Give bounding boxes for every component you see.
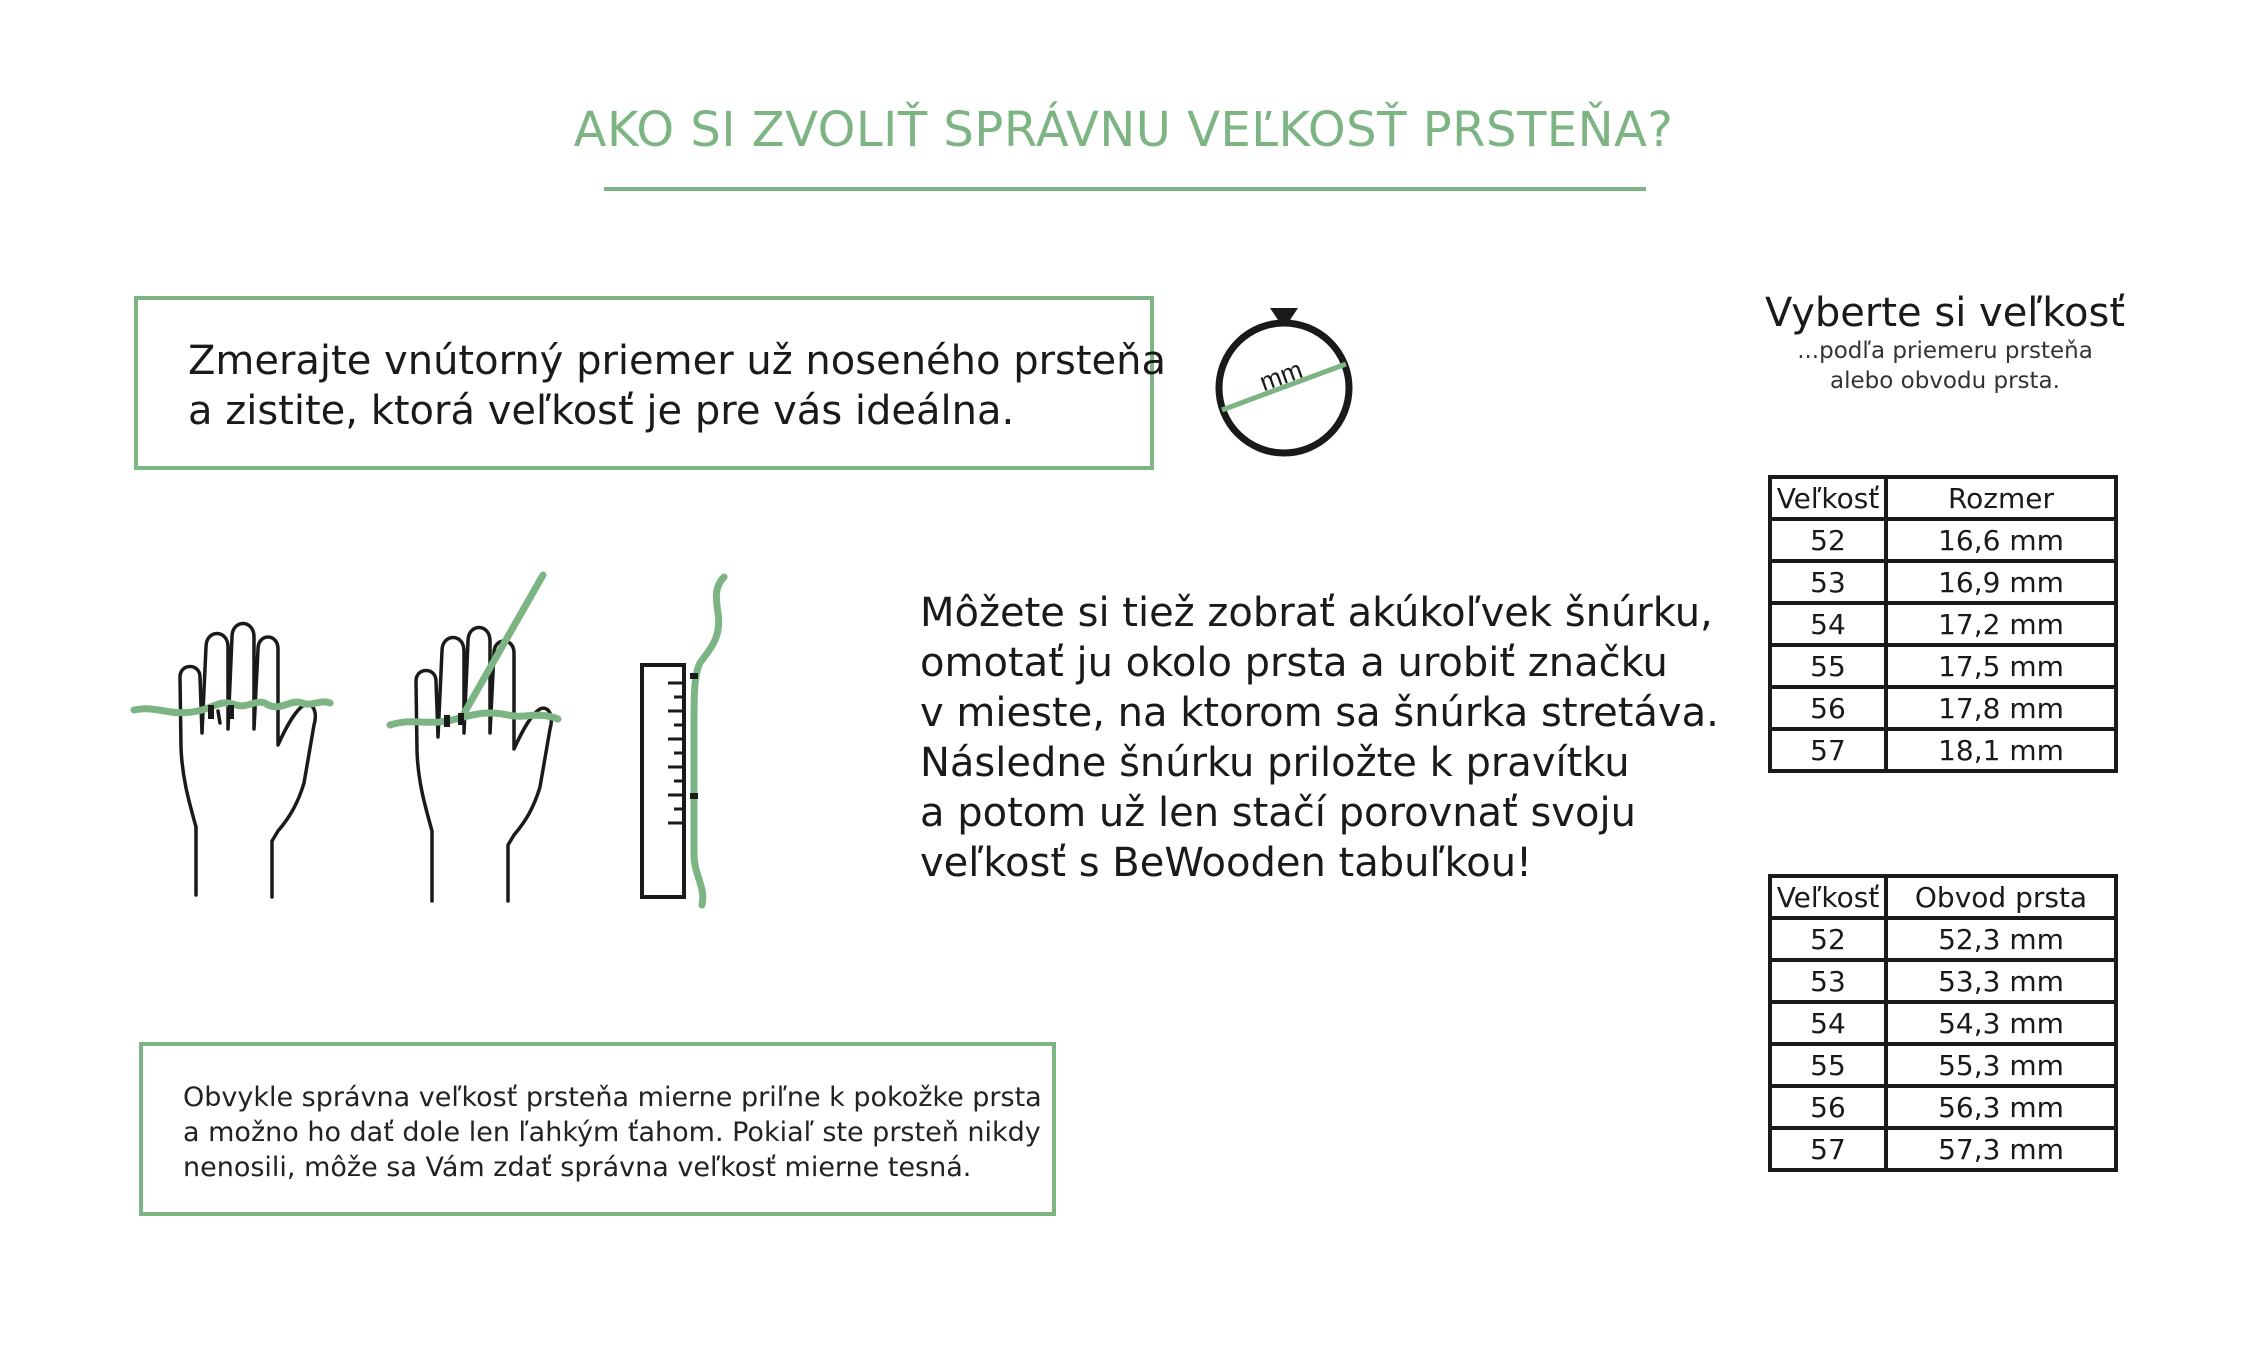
circumference-cell: 53,3 mm (1886, 960, 2116, 1002)
diameter-cell: 16,6 mm (1886, 519, 2116, 561)
table-row (1770, 1044, 2116, 1086)
instruction-line: veľkosť s BeWooden tabuľkou! (920, 840, 1533, 886)
size-cell: 56 (1770, 1086, 1886, 1128)
measure-info-line: Zmerajte vnútorný priemer už noseného prsteňa (188, 338, 1167, 384)
size-cell: 56 (1770, 687, 1886, 729)
page-title: AKO SI ZVOLIŤ SPRÁVNU VEĽKOSŤ PRSTEŇA? (573, 102, 1674, 158)
diameter-cell: 16,9 mm (1886, 561, 2116, 603)
size-selector-title: Vyberte si veľkosť (1764, 290, 2126, 336)
size-cell: 55 (1770, 1044, 1886, 1086)
fit-note-line: nenosili, môže sa Vám zdať správna veľkosť mierne tesná. (183, 1152, 972, 1183)
table-header-row (1770, 477, 2116, 519)
hand-marker-icon (416, 628, 551, 902)
circumference-cell: 56,3 mm (1886, 1086, 2116, 1128)
diameter-cell: 18,1 mm (1886, 729, 2116, 771)
column-header-size: Veľkosť (1770, 477, 1886, 519)
table-row (1770, 1002, 2116, 1044)
subtitle-line: alebo obvodu prsta. (1830, 368, 2060, 394)
instruction-line: a potom už len stačí porovnať svoju (920, 790, 1636, 836)
table-row (1770, 519, 2116, 561)
instruction-line: v mieste, na ktorom sa šnúrka stretáva. (920, 690, 1719, 736)
table-row (1770, 1128, 2116, 1170)
size-cell: 52 (1770, 918, 1886, 960)
measure-info-line: a zistite, ktorá veľkosť je pre vás ideálna. (188, 388, 1015, 434)
instruction-line: Následne šnúrku priložte k pravítku (920, 740, 1630, 786)
string-instructions (920, 588, 1719, 888)
column-header-diameter: Rozmer (1886, 477, 2116, 519)
fit-note-text (183, 1080, 1042, 1185)
size-cell: 57 (1770, 1128, 1886, 1170)
column-header-circumference: Obvod prsta (1886, 876, 2116, 918)
circumference-cell: 57,3 mm (1886, 1128, 2116, 1170)
diameter-cell: 17,2 mm (1886, 603, 2116, 645)
circumference-size-table (1768, 874, 2118, 1172)
size-cell: 53 (1770, 960, 1886, 1002)
ring-diameter-icon (1204, 306, 1364, 466)
subtitle-line: ...podľa priemeru prsteňa (1797, 338, 2093, 364)
circumference-cell: 52,3 mm (1886, 918, 2116, 960)
table-row (1770, 561, 2116, 603)
diameter-cell: 17,8 mm (1886, 687, 2116, 729)
hand-string-icon (180, 624, 315, 898)
table-row (1770, 960, 2116, 1002)
ruler-string-icon (642, 577, 724, 905)
size-cell: 57 (1770, 729, 1886, 771)
column-header-size: Veľkosť (1770, 876, 1886, 918)
diameter-size-table (1768, 475, 2118, 773)
circumference-cell: 54,3 mm (1886, 1002, 2116, 1044)
table-row (1770, 603, 2116, 645)
fit-note-line: Obvykle správna veľkosť prsteňa mierne priľne k pokožke prsta (183, 1082, 1042, 1113)
table-row (1770, 729, 2116, 771)
title-underline (604, 187, 1646, 191)
size-cell: 54 (1770, 1002, 1886, 1044)
size-selector-subtitle (1720, 336, 2170, 396)
measure-info-text (188, 336, 1166, 436)
measure-info-box (134, 296, 1167, 470)
circumference-cell: 55,3 mm (1886, 1044, 2116, 1086)
instruction-line: omotať ju okolo prsta a urobiť značku (920, 640, 1668, 686)
measurement-illustration (128, 565, 768, 910)
size-cell: 54 (1770, 603, 1886, 645)
table-row (1770, 1086, 2116, 1128)
table-header-row (1770, 876, 2116, 918)
diameter-cell: 17,5 mm (1886, 645, 2116, 687)
fit-note-line: a možno ho dať dole len ľahkým ťahom. Pokiaľ ste prsteň nikdy (183, 1117, 1041, 1148)
table-row (1770, 687, 2116, 729)
table-row (1770, 645, 2116, 687)
table-row (1770, 918, 2116, 960)
size-cell: 53 (1770, 561, 1886, 603)
size-cell: 52 (1770, 519, 1886, 561)
ring-mm-label: mm (1255, 354, 1307, 398)
instruction-line: Môžete si tiež zobrať akúkoľvek šnúrku, (920, 590, 1713, 636)
fit-note-box (139, 1042, 1056, 1216)
size-cell: 55 (1770, 645, 1886, 687)
